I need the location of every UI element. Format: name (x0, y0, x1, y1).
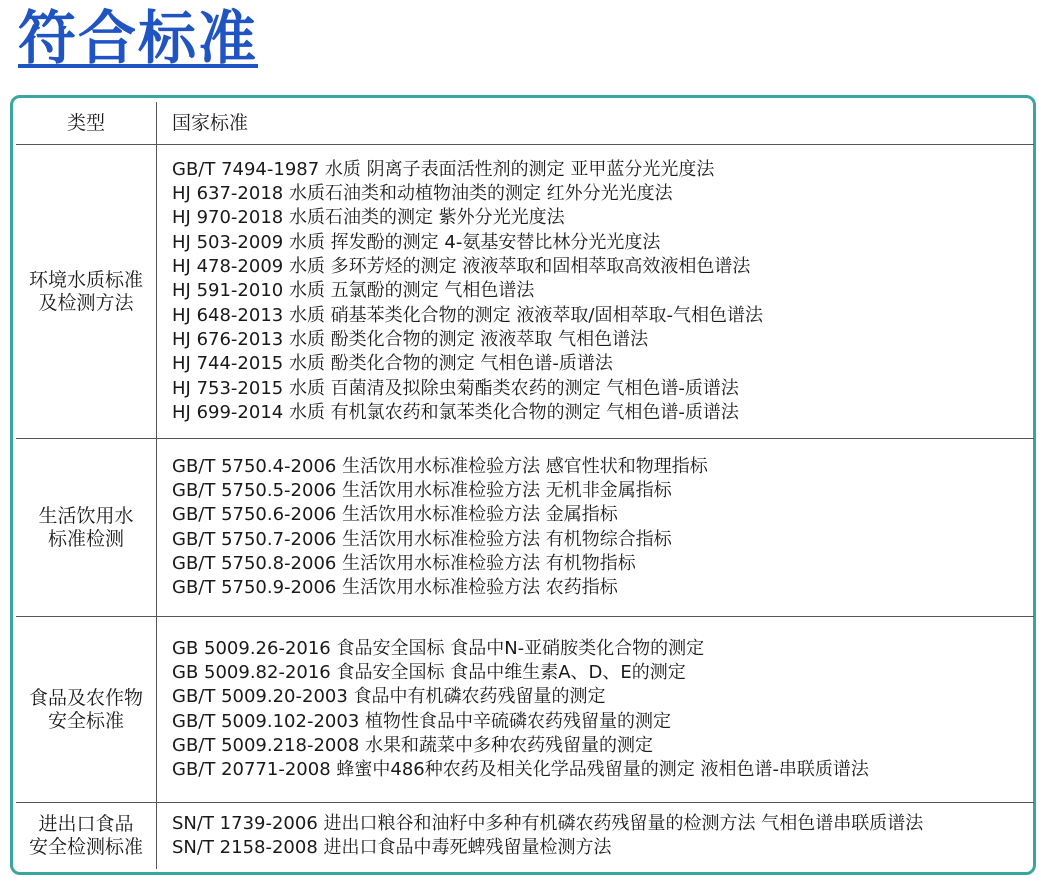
page-title: 符合标准 (18, 4, 259, 72)
standard-item: GB 5009.26-2016 食品安全国标 食品中N-亚硝胺类化合物的测定 (172, 637, 705, 659)
table-row (16, 145, 1034, 439)
standard-item: HJ 591-2010 水质 五氯酚的测定 气相色谱法 (172, 280, 535, 302)
standards-cell (157, 617, 1035, 803)
standard-item: GB/T 5750.4-2006 生活饮用水标准检验方法 感官性状和物理指标 (172, 455, 708, 477)
type-cell (16, 439, 157, 617)
standards-cell (157, 803, 1035, 870)
type-label-line: 环境水质标准 (28, 268, 143, 291)
standard-item: HJ 503-2009 水质 挥发酚的测定 4-氨基安替比林分光光度法 (172, 231, 661, 253)
standard-item: GB/T 5750.8-2006 生活饮用水标准检验方法 有机物指标 (172, 552, 636, 574)
type-label-line: 生活饮用水 (38, 504, 134, 527)
standard-item: SN/T 2158-2008 进出口食品中毒死蜱残留量检测方法 (172, 837, 612, 858)
standard-item: HJ 648-2013 水质 硝基苯类化合物的测定 液液萃取/固相萃取-气相色谱法 (172, 304, 763, 326)
standard-item: HJ 637-2018 水质石油类和动植物油类的测定 红外分光光度法 (172, 183, 673, 205)
standard-item: GB/T 5009.20-2003 食品中有机磷农药残留量的测定 (172, 686, 606, 708)
standard-item: HJ 753-2015 水质 百菌清及拟除虫菊酯类农药的测定 气相色谱-质谱法 (172, 377, 739, 399)
standard-item: GB/T 5750.7-2006 生活饮用水标准检验方法 有机物综合指标 (172, 528, 672, 550)
header-standard: 国家标准 (157, 102, 1035, 145)
standard-item: GB/T 5750.5-2006 生活饮用水标准检验方法 无机非金属指标 (172, 479, 672, 501)
type-label-line: 进出口食品 (38, 813, 134, 835)
standard-item: GB/T 7494-1987 水质 阴离子表面活性剂的测定 亚甲蓝分光光度法 (172, 158, 715, 180)
standard-item: GB/T 20771-2008 蜂蜜中486种农药及相关化学品残留量的测定 液相色谱-串联质谱法 (172, 759, 869, 781)
type-label-line: 安全标准 (47, 709, 124, 732)
type-cell (16, 145, 157, 439)
table-header-row (16, 102, 1034, 145)
header-type: 类型 (16, 102, 157, 145)
standard-item: HJ 478-2009 水质 多环芳烃的测定 液液萃取和固相萃取高效液相色谱法 (172, 256, 751, 278)
type-cell (16, 617, 157, 803)
standard-item: HJ 970-2018 水质石油类的测定 紫外分光光度法 (172, 207, 565, 229)
table-row (16, 803, 1034, 870)
standard-item: GB/T 5750.9-2006 生活饮用水标准检验方法 农药指标 (172, 577, 618, 599)
standard-item: HJ 676-2013 水质 酚类化合物的测定 液液萃取 气相色谱法 (172, 328, 649, 350)
standards-table (16, 102, 1034, 869)
standard-item: GB 5009.82-2016 食品安全国标 食品中维生素A、D、E的测定 (172, 661, 686, 683)
standard-item: SN/T 1739-2006 进出口粮谷和油籽中多种有机磷农药残留量的检测方法 气相色谱串联质谱法 (172, 812, 924, 834)
standards-cell (157, 145, 1035, 439)
standards-table-frame (10, 95, 1036, 875)
type-label-line: 及检测方法 (38, 291, 134, 314)
standard-item: HJ 744-2015 水质 酚类化合物的测定 气相色谱-质谱法 (172, 353, 613, 375)
standard-item: GB/T 5009.218-2008 水果和蔬菜中多种农药残留量的测定 (172, 734, 653, 756)
table-row (16, 617, 1034, 803)
type-label-line: 食品及农作物 (28, 686, 143, 709)
standard-item: GB/T 5009.102-2003 植物性食品中辛硫磷农药残留量的测定 (172, 710, 671, 732)
type-cell (16, 803, 157, 870)
type-label-line: 标准检测 (47, 527, 124, 550)
standards-cell (157, 439, 1035, 617)
standard-item: HJ 699-2014 水质 有机氯农药和氯苯类化合物的测定 气相色谱-质谱法 (172, 401, 739, 423)
type-label-line: 安全检测标准 (28, 836, 143, 858)
table-row (16, 439, 1034, 617)
standard-item: GB/T 5750.6-2006 生活饮用水标准检验方法 金属指标 (172, 504, 618, 526)
